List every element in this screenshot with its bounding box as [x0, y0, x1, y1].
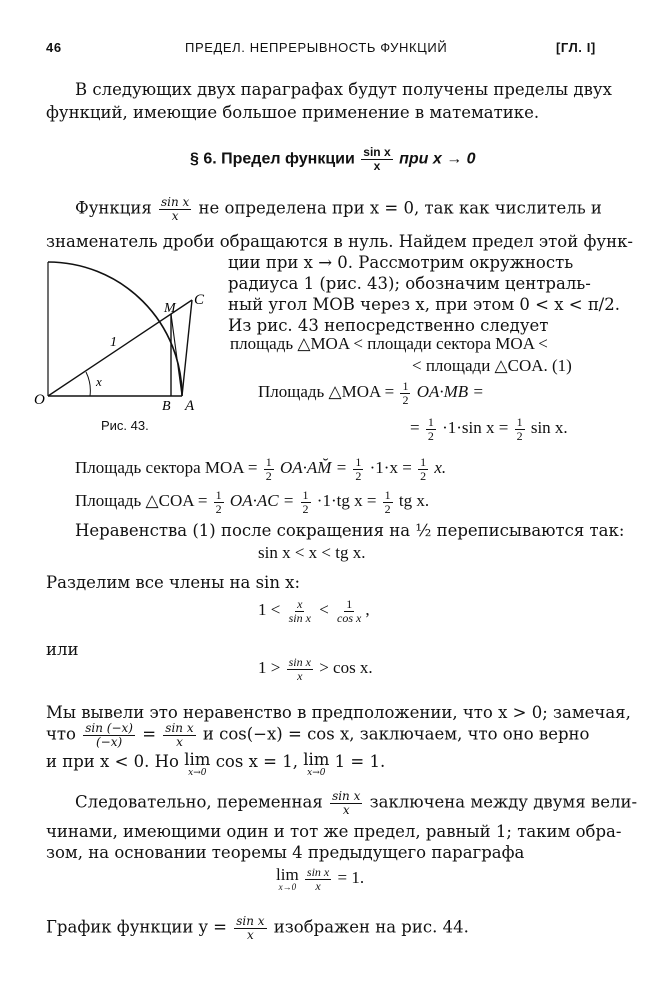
para1-line-1: Функция $\frac{\text{sin x}}{x}$ не определена при x = 0, так как числитель и: [75, 195, 602, 223]
para5-line-1: Следовательно, переменная $\frac{\text{sin x}}{x}$ заключена между двумя вели-: [75, 789, 638, 817]
para4-line-2: что $\frac{\sin (-x)}{(-x)}$ = $\frac{\text{sin x}}{x}$ и cos(−x) = cos x, заключаем, что оно верно: [46, 721, 590, 749]
label-C: C: [194, 292, 205, 308]
label-angle-x: x: [96, 374, 102, 389]
para1-line-6: Из рис. 43 непосредственно следует: [228, 316, 549, 335]
para1-line-2: знаменатель дроби обращаются в нуль. Найдем предел этой функ-: [46, 232, 633, 251]
para2-formula: sin x < x < tg x.: [258, 543, 366, 562]
intro-line-2: функций, имеющие большое применение в математике.: [46, 103, 540, 122]
para1-line-4: радиуса 1 (рис. 43); обозначим централь-: [228, 274, 591, 293]
para2-text: Неравенства (1) после сокращения на ½ переписываются так:: [75, 521, 625, 540]
area-moa-line-1: Площадь △MOA = $\frac{1}{2}$ OA·MB =: [258, 379, 484, 407]
para1-line-3: ции при x → 0. Рассмотрим окружность: [228, 253, 574, 272]
para5-line-2: чинами, имеющими один и тот же предел, равный 1; таким обра-: [46, 822, 622, 841]
circle-arc: [48, 262, 182, 396]
para4-line-3: и при x < 0. Но lim x→0 cos x = 1, lim x→0 1 = 1.: [46, 750, 386, 778]
label-B: B: [162, 399, 171, 414]
ineq1-line-2: < площади △COA. (1): [412, 356, 572, 375]
figure-caption: Рис. 43.: [101, 418, 149, 433]
formula-ineq-2: 1 < $\frac{x}{\text{sin x}}$ < $\frac{1}{\text{cos x}}$ ,: [258, 597, 370, 625]
figure-43: [34, 254, 220, 414]
label-O: O: [34, 392, 45, 408]
tangent-ac: [182, 300, 192, 396]
para6-line: График функции y = $\frac{\text{sin x}}{x}$ изображен на рис. 44.: [46, 914, 469, 942]
formula-limit: lim x→0 $\frac{\text{sin x}}{x}$ = 1.: [276, 865, 365, 893]
formula-ineq-3: 1 > $\frac{\text{sin x}}{x}$ > cos x.: [258, 655, 373, 683]
para4-line-1: Мы вывели это неравенство в предположении, что x > 0; замечая,: [46, 703, 631, 722]
label-M: M: [164, 301, 176, 316]
page-number: 46: [46, 40, 62, 55]
para1-line-5: ный угол MOB через x, при этом 0 < x < π/2.: [228, 295, 620, 314]
or-word: или: [46, 640, 79, 659]
chapter-label: [ГЛ. I]: [556, 40, 596, 55]
area-moa-line-2: = $\frac{1}{2}$ ·1·sin x = $\frac{1}{2}$ sin x.: [410, 415, 568, 443]
intro-line-1: В следующих двух параграфах будут получены пределы двух: [75, 80, 612, 99]
running-title: ПРЕДЕЛ. НЕПРЕРЫВНОСТЬ ФУНКЦИЙ: [185, 40, 448, 55]
area-sector-line: Площадь сектора MOA = $\frac{1}{2}$ OA·AM̆ = $\frac{1}{2}$ ·1·x = $\frac{1}{2}$ x.: [75, 455, 447, 483]
area-coa-line: Площадь △COA = $\frac{1}{2}$ OA·AC = $\frac{1}{2}$ ·1·tg x = $\frac{1}{2}$ tg x.: [75, 488, 430, 516]
chord-ma: [171, 314, 182, 396]
label-radius-1: 1: [110, 335, 117, 350]
para5-line-3: зом, на основании теоремы 4 предыдущего параграфа: [46, 843, 525, 862]
ineq1-line-1: площадь △MOA < площади сектора MOA <: [230, 334, 548, 353]
angle-arc: [86, 372, 90, 396]
label-A: A: [185, 398, 195, 414]
para3-text: Разделим все члены на sin x:: [46, 573, 301, 592]
section-title: § 6. Предел функции $\frac{\text{sin x}}{x}$ при x → 0: [190, 145, 476, 173]
